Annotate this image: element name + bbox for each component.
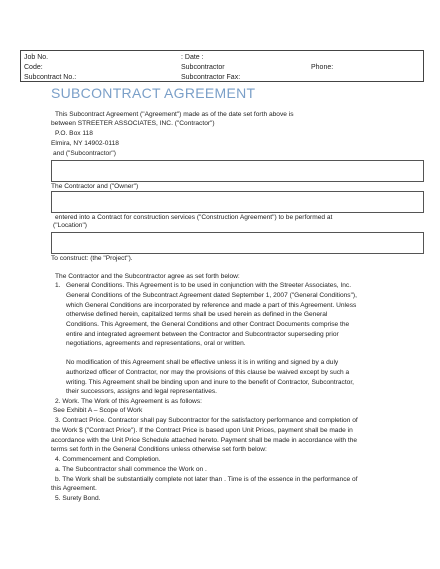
general-line-1: General Conditions. This Agreement is to be used in conjunction with the Streeter Associates, Inc. bbox=[66, 282, 352, 289]
phone-label: Phone: bbox=[311, 64, 334, 71]
subcontract-no-label: Subcontract No.: bbox=[24, 74, 77, 81]
agree-line: The Contractor and the Subcontractor agree as set forth below: bbox=[55, 273, 240, 280]
price-line-4: terms set forth in the General Conditions unless otherwise set forth below: bbox=[51, 446, 267, 453]
general-line-2: General Conditions of the Subcontract Agreement dated September 1, 2007 ("General Conditions"), bbox=[66, 292, 357, 299]
price-line-3: accordance with the Unit Price Schedule attached hereto. Payment shall be made in accordance with the bbox=[51, 437, 358, 444]
intro-line-4: Elmira, NY 14902-0118 bbox=[51, 140, 119, 147]
page-title: SUBCONTRACT AGREEMENT bbox=[51, 85, 256, 101]
intro-line-2: between STREETER ASSOCIATES, INC. ("Contractor") bbox=[51, 120, 215, 127]
entered-line-1: entered into a Contract for construction services ("Construction Agreement") to be performed at bbox=[55, 214, 333, 221]
commencement-line: 4. Commencement and Completion. bbox=[55, 456, 161, 463]
modification-line-4: their successors, assigns and legal representatives. bbox=[66, 388, 217, 395]
job-no-label: Job No. bbox=[24, 54, 49, 61]
construct-label: To construct: (the "Project"). bbox=[51, 255, 133, 262]
surety-bond-line: 5. Surety Bond. bbox=[55, 495, 101, 502]
general-number: 1. bbox=[55, 282, 61, 289]
general-line-4: otherwise defined herein, capitalized terms shall be used herein as defined in the General bbox=[66, 311, 328, 318]
work-line: 2. Work. The Work of this Agreement is as follows: bbox=[55, 398, 202, 405]
code-label: Code: bbox=[24, 64, 43, 71]
modification-line-1: No modification of this Agreement shall be effective unless it is in writing and signed by a duly bbox=[66, 359, 339, 366]
subcontractor-input-box[interactable] bbox=[51, 160, 424, 182]
modification-line-3: writing. This Agreement shall be binding upon and inure to the benefit of Contractor, Subcontractor, bbox=[66, 379, 354, 386]
price-line-2: the Work $ ("Contract Price"). If the Contract Price is based upon Unit Prices, payment shall be made in bbox=[51, 427, 353, 434]
general-line-3: which General Conditions are incorporated by reference and made a part of this Agreement. Unless bbox=[66, 302, 357, 309]
general-line-5: Conditions. This Agreement, the General Conditions and other Contract Documents comprise the bbox=[66, 321, 350, 328]
price-line-1: 3. Contract Price. Contractor shall pay Subcontractor for the satisfactory performance and completion of bbox=[55, 417, 358, 424]
header-table bbox=[20, 50, 424, 82]
intro-line-1: This Subcontract Agreement ("Agreement") made as of the date set forth above is bbox=[55, 111, 294, 118]
complete-line-1: b. The Work shall be substantially complete not later than . Time is of the essence in the performance of bbox=[55, 476, 358, 483]
general-line-7: negotiations, agreements and representations, oral or written. bbox=[66, 340, 246, 347]
intro-line-3: P.O. Box 118 bbox=[55, 130, 93, 137]
entered-line-2: ("Location") bbox=[53, 222, 88, 229]
owner-label: The Contractor and ("Owner") bbox=[51, 183, 139, 190]
modification-line-2: authorized officer of Contractor, nor may the provisions of this clause be waived except by such a bbox=[66, 369, 350, 376]
commence-work-line: a. The Subcontractor shall commence the Work on . bbox=[55, 466, 207, 473]
location-input-box[interactable] bbox=[51, 232, 424, 254]
subcontractor-fax-label: Subcontractor Fax: bbox=[181, 74, 241, 81]
subcontractor-label: Subcontractor bbox=[181, 64, 225, 71]
exhibit-line: See Exhibit A – Scope of Work bbox=[53, 407, 143, 414]
intro-line-5: and ("Subcontractor") bbox=[53, 150, 116, 157]
owner-input-box[interactable] bbox=[51, 191, 424, 213]
date-label: : Date : bbox=[181, 54, 204, 61]
general-line-6: entire and integrated agreement between the Contractor and Subcontractor superseding prior bbox=[66, 331, 339, 338]
complete-line-2: this Agreement. bbox=[51, 485, 97, 492]
